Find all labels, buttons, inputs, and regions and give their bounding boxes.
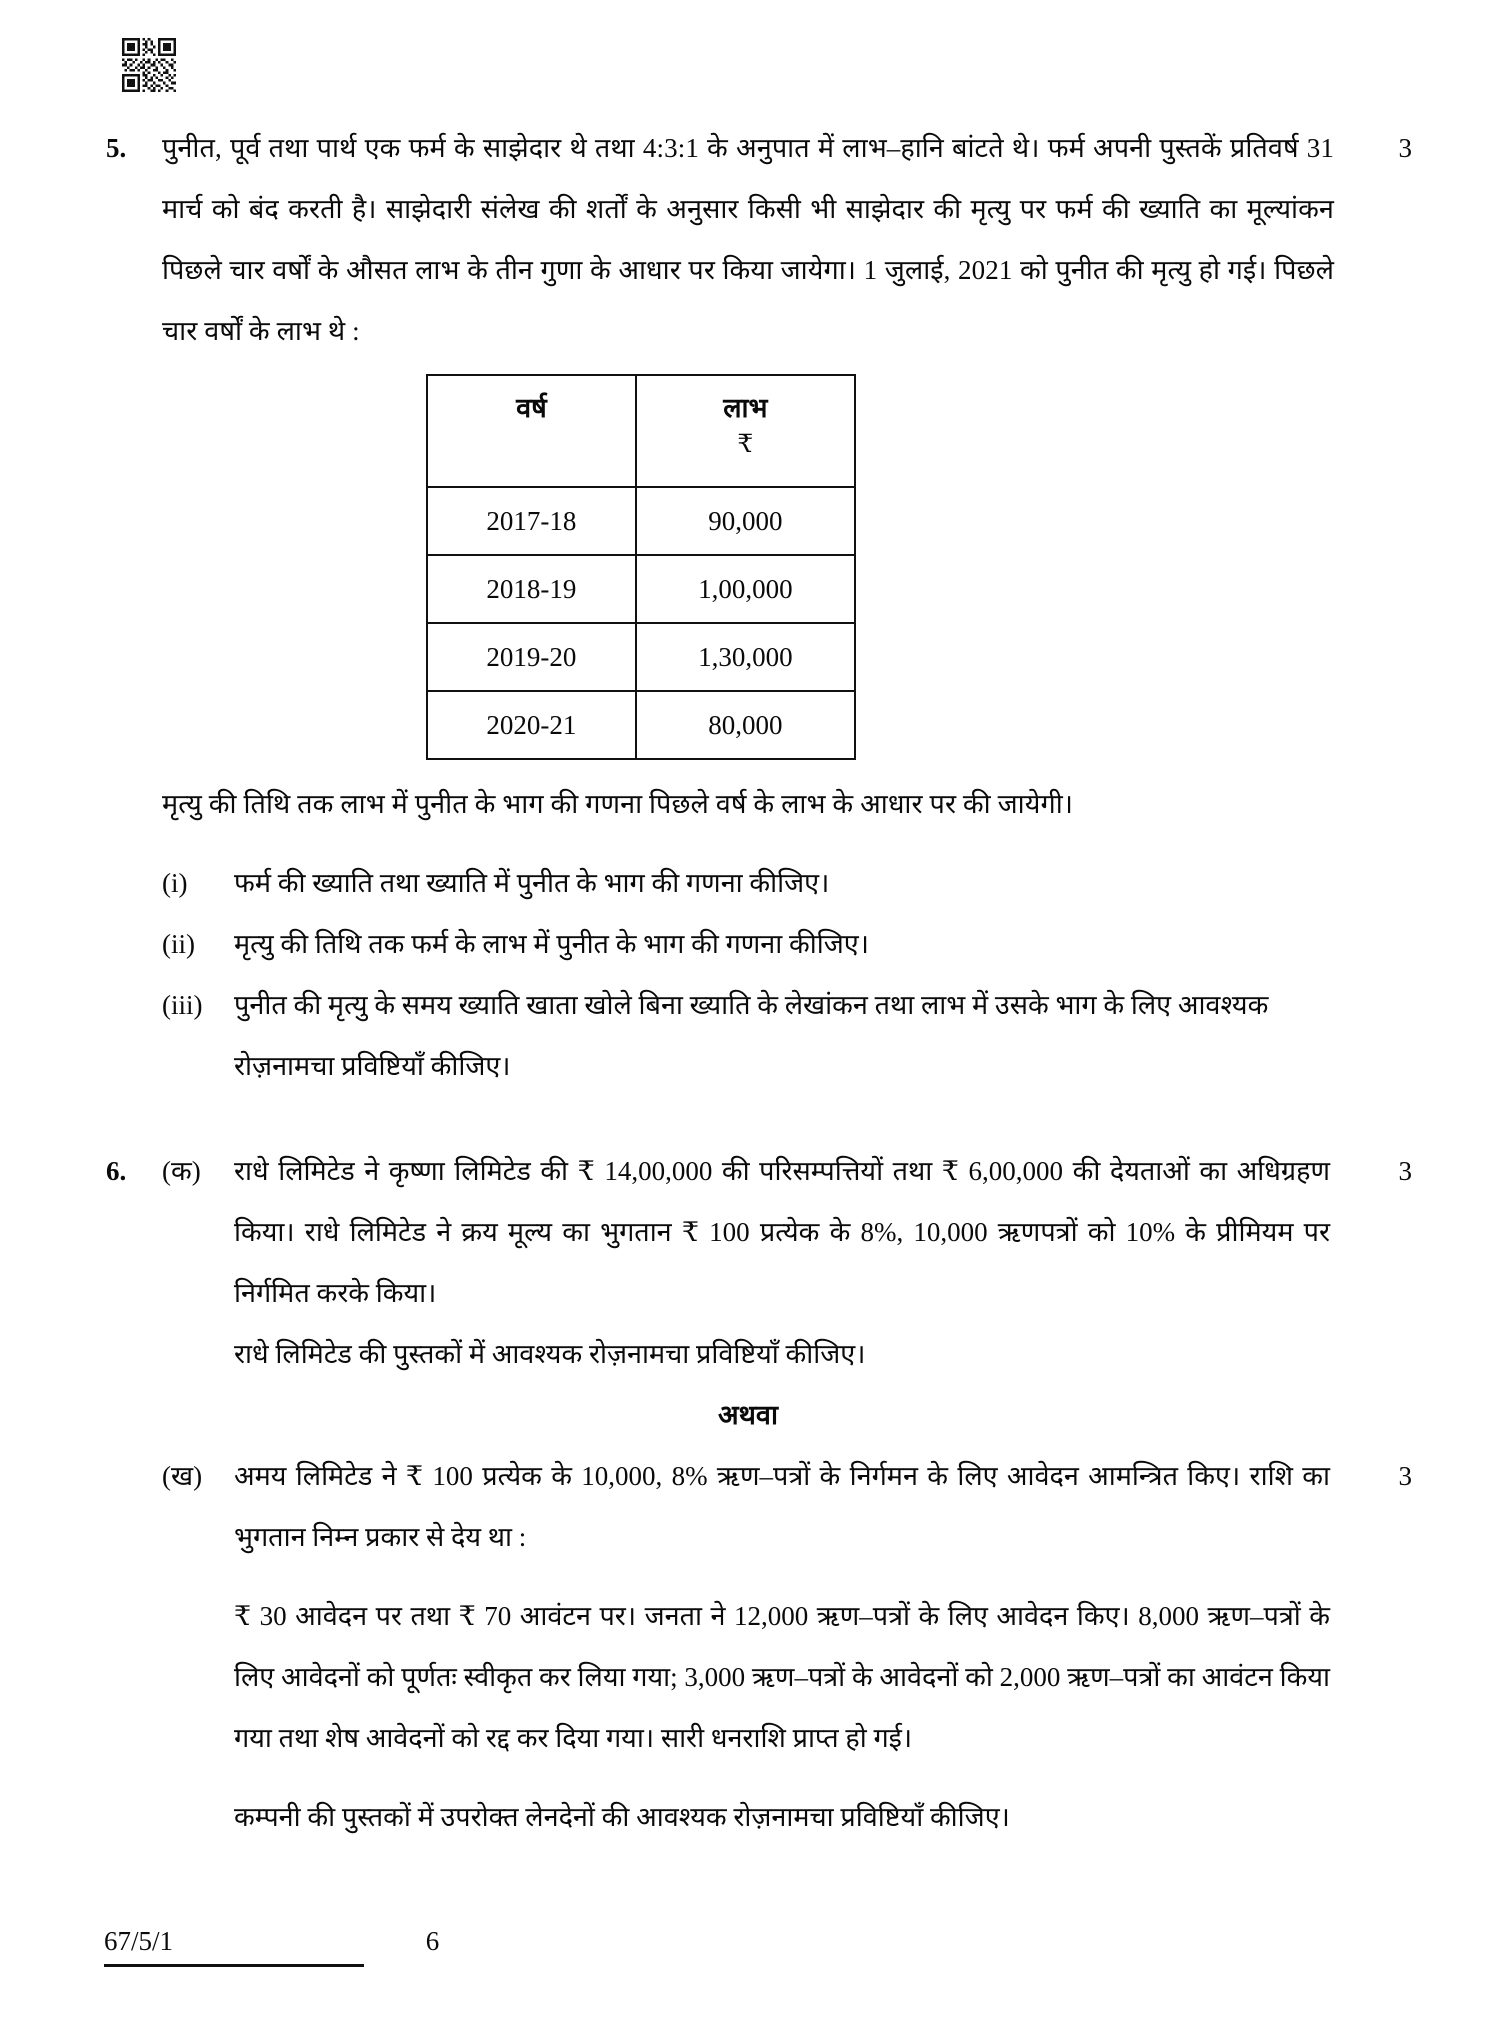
table-row: [427, 487, 855, 555]
question-6-option-b-detail-row: [162, 1586, 1420, 1769]
table-row: [427, 691, 855, 759]
question-5-statement: पुनीत, पूर्व तथा पार्थ एक फर्म के साझेदार थे तथा 4:3:1 के अनुपात में लाभ–हानि बांटते थे। फर्म अपनी पुस्तकें प्रतिवर्ष 31 मार्च को बंद करती है। साझेदारी संलेख की शर्तों के अनुसार किसी भी साझेदार की मृत्यु पर फर्म की ख्याति का मूल्यांकन पिछले चार वर्षों के औसत लाभ के तीन गुणा के आधार पर किया जायेगा। 1 जुलाई, 2021 को पुनीत की मृत्यु हो गई। पिछले चार वर्षों के लाभ थे :: [162, 133, 1334, 346]
or-separator: अथवा: [718, 1400, 778, 1430]
question-6b-marks: 3: [1398, 1461, 1412, 1491]
content-column: [100, 118, 1420, 1848]
cell-profit: 90,000: [636, 487, 855, 555]
cell-year: 2018-19: [427, 555, 636, 623]
question-6-option-b-text-1: अमय लिमिटेड ने ₹ 100 प्रत्येक के 10,000, 8% ऋण–पत्रों के निर्गमन के लिए आवेदन आमन्त्रित किए। राशि का भुगतान निम्न प्रकार से देय था :: [234, 1461, 1330, 1552]
sub-question-i-label: (i): [162, 868, 188, 898]
footer-divider: [104, 1964, 364, 1967]
question-6-option-a: [162, 1141, 1420, 1324]
page-number: 6: [425, 1926, 440, 1956]
paper-code: 67/5/1: [104, 1926, 174, 1956]
question-6-option-b-text-2: ₹ 30 आवेदन पर तथा ₹ 70 आवंटन पर। जनता ने 12,000 ऋण–पत्रों के लिए आवेदन किए। 8,000 ऋण–पत्रों के लिए आवेदनों को पूर्णतः स्वीकृत कर लिया गया; 3,000 ऋण–पत्रों के आवेदनों को 2,000 ऋण–पत्रों का आवंटन किया गया तथा शेष आवेदनों को रद्द कर दिया गया। सारी धनराशि प्राप्त हो गई।: [234, 1601, 1330, 1753]
sub-question-i: [162, 853, 1420, 914]
table-header-year: [427, 375, 636, 487]
profits-table-wrapper: [162, 374, 1420, 760]
table-header-profit: [636, 375, 855, 487]
cell-profit: 1,30,000: [636, 623, 855, 691]
question-5-after-table-note: मृत्यु की तिथि तक लाभ में पुनीत के भाग की गणना पिछले वर्ष के लाभ के आधार पर की जायेगी।: [162, 789, 1074, 819]
table-header-profit-label: लाभ: [723, 393, 768, 423]
cell-year: 2019-20: [427, 623, 636, 691]
sub-question-iii-text: पुनीत की मृत्यु के समय ख्याति खाता खोले बिना ख्याति के लेखांकन तथा लाभ में उसके भाग के लिए आवश्यक रोज़नामचा प्रविष्टियाँ कीजिए।: [234, 990, 1269, 1081]
question-6-option-a-instruction-row: [162, 1324, 1420, 1385]
question-6: [100, 1141, 1420, 1848]
question-6-option-b-label: (ख): [162, 1461, 203, 1491]
question-6a-marks: 3: [1398, 1156, 1412, 1186]
table-header-profit-unit: ₹: [737, 431, 754, 458]
question-5-marks: 3: [1398, 133, 1412, 163]
cell-year: 2020-21: [427, 691, 636, 759]
question-6-option-b: [162, 1446, 1420, 1568]
question-6-option-b-instruction: कम्पनी की पुस्तकों में उपरोक्त लेनदेनों की आवश्यक रोज़नामचा प्रविष्टियाँ कीजिए।: [234, 1802, 1010, 1832]
cell-profit: 1,00,000: [636, 555, 855, 623]
question-6-option-a-text: राधे लिमिटेड ने कृष्णा लिमिटेड की ₹ 14,00,000 की परिसम्पत्तियों तथा ₹ 6,00,000 की देयताओं का अधिग्रहण किया। राधे लिमिटेड ने क्रय मूल्य का भुगतान ₹ 100 प्रत्येक के 8%, 10,000 ऋणपत्रों को 10% के प्रीमियम पर निर्गमित करके किया।: [234, 1156, 1330, 1308]
table-row: [427, 623, 855, 691]
cell-profit: 80,000: [636, 691, 855, 759]
question-6-number: 6.: [106, 1156, 127, 1186]
profits-table: [426, 374, 856, 760]
sub-question-iii: [162, 975, 1420, 1097]
table-header-year-label: वर्ष: [516, 393, 547, 423]
sub-question-i-text: फर्म की ख्याति तथा ख्याति में पुनीत के भाग की गणना कीजिए।: [234, 868, 830, 898]
sub-question-ii-text: मृत्यु की तिथि तक फर्म के लाभ में पुनीत के भाग की गणना कीजिए।: [234, 929, 869, 959]
question-6-option-a-label: (क): [162, 1156, 201, 1186]
qr-code-icon: [122, 38, 176, 92]
sub-question-ii: [162, 914, 1420, 975]
page-footer: [100, 1926, 1405, 1982]
table-header-row: [427, 375, 855, 487]
sub-question-iii-label: (iii): [162, 990, 203, 1020]
question-5-number: 5.: [106, 133, 127, 163]
question-6-option-a-instruction: राधे लिमिटेड की पुस्तकों में आवश्यक रोज़नामचा प्रविष्टियाँ कीजिए।: [234, 1339, 866, 1369]
question-5-subparts: [162, 853, 1420, 1097]
table-row: [427, 555, 855, 623]
cell-year: 2017-18: [427, 487, 636, 555]
question-5: [100, 118, 1420, 1097]
question-6-option-b-instruction-row: [162, 1787, 1420, 1848]
sub-question-ii-label: (ii): [162, 929, 195, 959]
